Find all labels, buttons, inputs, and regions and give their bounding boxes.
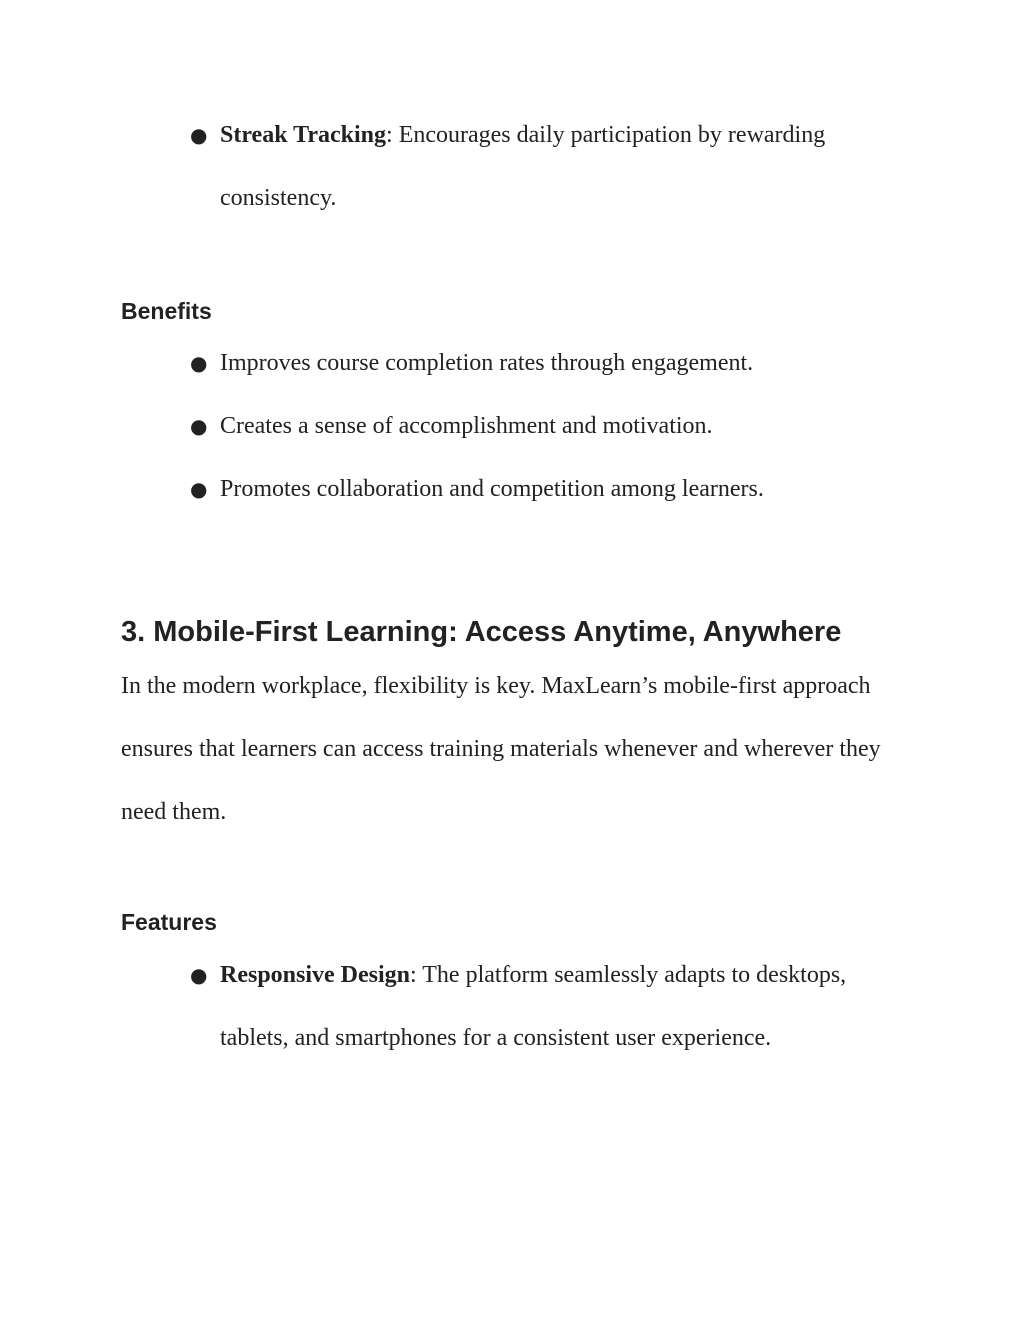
bullet-icon: ●	[190, 963, 208, 987]
list-item-term: Streak Tracking	[220, 122, 387, 148]
features-heading: Features	[121, 909, 217, 935]
list-item	[190, 944, 910, 1070]
list-item-text: Improves course completion rates through engagement.	[220, 350, 754, 376]
benefits-heading: Benefits	[121, 298, 212, 324]
list-item	[190, 104, 910, 230]
list-item	[190, 458, 910, 521]
section-heading: 3. Mobile-First Learning: Access Anytime, Anywhere	[121, 616, 842, 648]
list-item-text: : Encourages daily participation by rewarding consistency.	[220, 122, 826, 211]
section-paragraph: In the modern workplace, flexibility is key. MaxLearn’s mobile-first approach ensures that learners can access training materials whenever and wherever they need them.	[121, 673, 881, 825]
list-item-text: : The platform seamlessly adapts to desktops, tablets, and smartphones for a consistent user experience.	[220, 962, 847, 1051]
features-list	[190, 944, 910, 1070]
list-item	[190, 395, 910, 458]
bullet-icon: ●	[190, 414, 208, 438]
bullet-icon: ●	[190, 123, 208, 147]
bullet-icon: ●	[190, 477, 208, 501]
bullet-icon: ●	[190, 351, 208, 375]
list-item-term: Responsive Design	[220, 962, 411, 988]
list-item	[190, 332, 910, 395]
list-item-text: Creates a sense of accomplishment and motivation.	[220, 413, 713, 439]
list-item-text: Promotes collaboration and competition among learners.	[220, 476, 764, 502]
benefits-list	[190, 332, 910, 521]
feature-list-top	[190, 104, 910, 230]
